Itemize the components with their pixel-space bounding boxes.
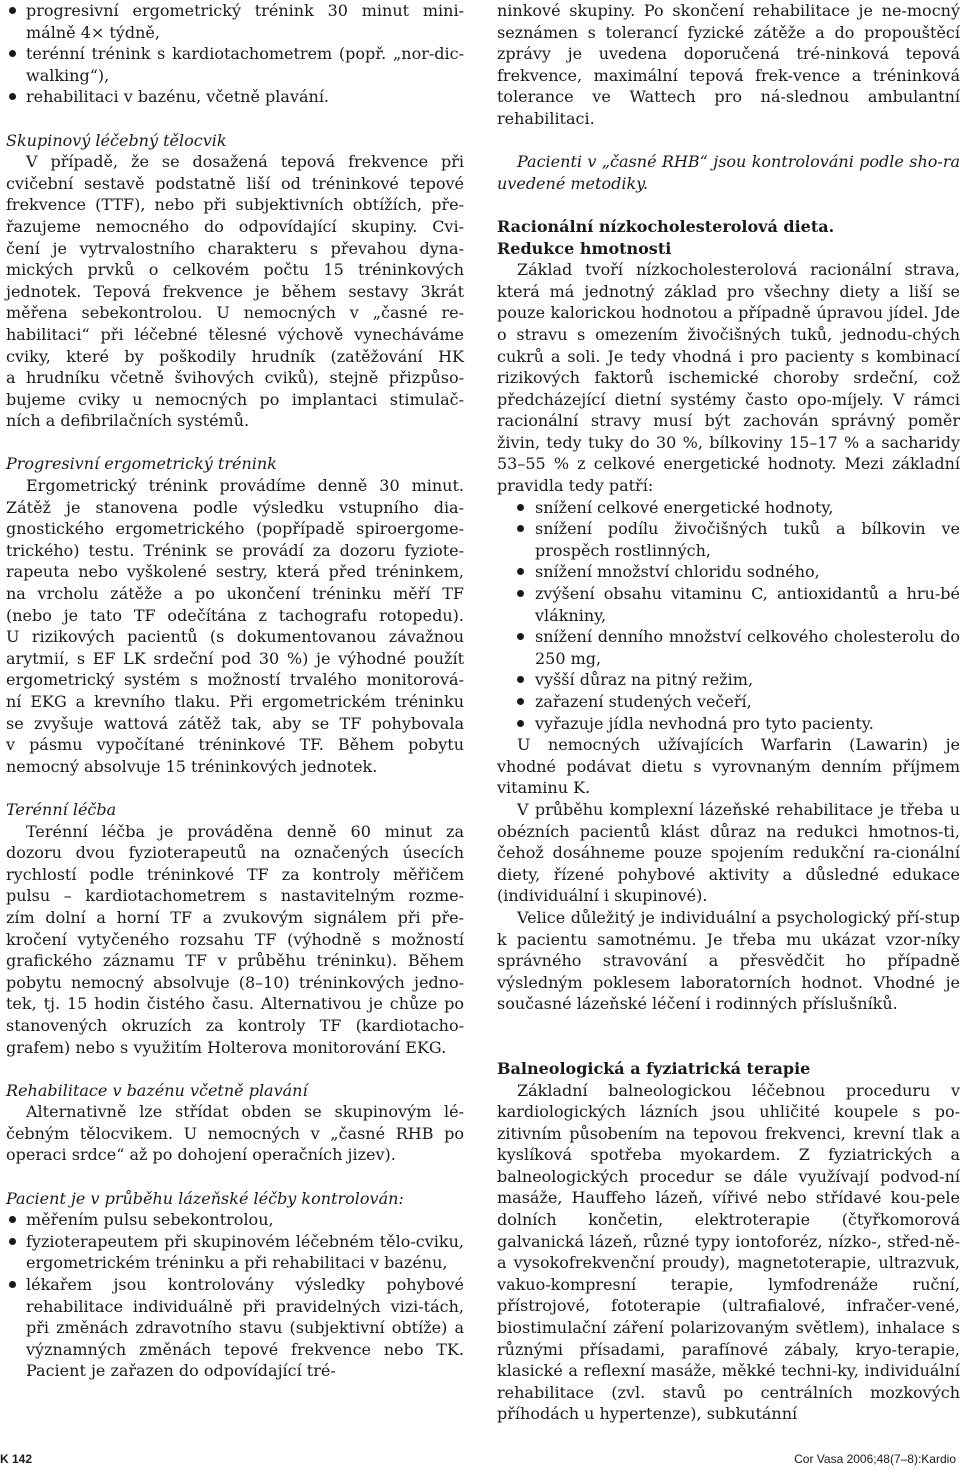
section-heading-hmotnost: Redukce hmotnosti (497, 238, 672, 258)
paragraph-terenni: Terénní léčba je prováděna denně 60 minut za dozoru dvou fyzioterapeutů na označených úsecích rychlostí podle tréninkové TF za kontroly měřičem pulsu – kardiotachometrem s nastavitelným rozme- zím dolní a horní TF a zvukovým signálem při pře- kročení vytyčeného rozsahu TF (výhodně s možností grafického záznamu TF v průběhu tréninku). Během pobytu nemocný absolvuje (8–10) tréninkových jedno- tek, tj. 15 hodin čistého času. Alternativou je chůze po stanovených okruzích za kontroly TF (kardiotacho- grafem) nebo s využitím Holterova monitorování EKG. (6, 821, 464, 1057)
list-item: vyšší důraz na pitný režim, (497, 669, 960, 691)
list-item: zařazení studených večeří, (497, 691, 960, 713)
section-heading-terenni: Terénní léčba (6, 799, 117, 819)
list-item: měřením pulsu sebekontrolou, (6, 1209, 464, 1231)
section-heading-ergometricky: Progresivní ergometrický trénink (6, 454, 277, 474)
page-number: K 142 (0, 1452, 33, 1466)
section-heading-bazen: Rehabilitace v bazénu včetně plavání (6, 1080, 308, 1100)
paragraph-bazen: Alternativně lze střídat obden se skupinovým lé- čebným tělocvikem. U nemocných v „časné RHB po operaci srdce“ až po dohojení operačních jizev). (6, 1102, 464, 1165)
journal-citation: Cor Vasa 2006;48(7–8):Kardio (794, 1452, 956, 1466)
paragraph-continuation: ninkové skupiny. Po skončení rehabilitace je ne-mocný seznámen s tolerancí fyzické zátěže a do propouštěcí zprávy je uvedena doporučená tré-ninková tepová frekvence, maximální tepová frek-vence a tréninková tolerance ve Wattech pro ná-slednou ambulantní rehabilitaci. (497, 1, 960, 128)
list-item: terénní trénink s kardiotachometrem (popř. „nor-dic-walking“), (6, 43, 464, 86)
list-item: lékařem jsou kontrolovány výsledky pohybové rehabilitace individuálně při pravidelných vizi-tách, při změnách zdravotního stavu (subjektivní obtíže) a významných změnách tepové frekvence nebo TK. Pacient je zařazen do odpovídající tré- (6, 1274, 464, 1382)
section-heading-kontrola: Pacient je v průběhu lázeňské léčby kontrolován: (6, 1188, 404, 1208)
list-item: progresivní ergometrický trénink 30 minut mini-málně 4× týdně, (6, 0, 464, 43)
section-heading-balneo: Balneologická a fyziatrická terapie (497, 1058, 811, 1078)
list-item: snížení denního množství celkového cholesterolu do 250 mg, (497, 626, 960, 669)
list-item: rehabilitaci v bazénu, včetně plavání. (6, 86, 464, 108)
left-column (6, 0, 464, 1382)
paragraph-ergometricky: Ergometrický trénink provádíme denně 30 minut. Zátěž je stanovena podle výsledku vstupního dia- gnostického ergometrického (popřípadě spiroergome- trického) testu. Trénink se provádí za dozoru fyziote- rapeuta nebo vyškolené sestry, která před tréninkem, na vrcholu zátěže a po ukončení tréninku měří TF (nebo je tato TF odečítána z tachografu rotopedu). U rizikových pacientů (s dokumentovanou závažnou arytmií, s EF LK srdeční pod 30 %) je výhodné použít ergometrický systém s možností trvalého monitorová- ní EKG a krevního tlaku. Při ergometrickém tréninku se zvyšuje wattová zátěž tak, aby se TF pohybovala v pásmu vypočítané tréninkové TF. Během pobytu nemocný absolvuje 15 tréninkových jednotek. (6, 476, 464, 776)
paragraph-early-rhb: Pacienti v „časné RHB“ jsou kontrolováni podle sho-ra uvedené metodiky. (497, 152, 960, 193)
paragraph-komplex: V průběhu komplexní lázeňské rehabilitace je třeba u obézních pacientů klást důraz na redukci hmotnos-ti, čehož dosáhneme pouze spojením redukční ra-cionální diety, řízené pohybové aktivity a důsledné edukace (individuální i skupinové). (497, 799, 960, 906)
paragraph-balneo: Základní balneologickou léčebnou proceduru v kardiologických lázních jsou uhličité koupele s po-zitivním působením na tepovou frekvenci, krevní tlak a kyslíková spotřeba myokardem. Z fyziatrických a balneologických procedur se dále využívají podvod-ní masáže, Hauffeho lázeň, vířivé nebo střídavé kou-pele dolních končetin, elektroterapie (čtyřkomorová galvanická lázeň, různé typy iontoforéz, nízko-, střed-ně- a vysokofrekvenční proudy), magnetoterapie, ultrazvuk, vakuo-kompresní terapie, lymfodrenáže ruční, přístrojové, fototerapie (ultrafialové, infračer-vené, biostimulační záření polarizovaným světlem), inhalace s různými přísadami, parafínové zábaly, kryo-terapie, klasické a reflexní masáže, měkké techni-ky, individuální rehabilitace (zvl. stavů po centrálních mozkových příhodách u hypertenze), subkutánní (497, 1080, 960, 1424)
list-item: snížení množství chloridu sodného, (497, 561, 960, 583)
paragraph-skupinovy: V případě, že se dosažená tepová frekvence při cvičební sestavě podstatně liší od tréninkové tepové frekvence (TTF), nebo při subjektivních obtížích, pře- řazujeme nemocného do odpovídající skupiny. Cvi- čení je vytrvalostního charakteru s převahou dyna- mických prvků o celkovém počtu 15 tréninkových jednotek. Tepová frekvence je během sestavy 3krát měřena sebekontrolou. U nemocných v „časné re- habilitaci“ při léčebné tělesné výchově vynecháváme cviky, které by poškodily hrudník (zatěžování HK a hrudníku včetně švihových cviků), stejně přizpůso- bujeme cviky u nemocných po implantaci stimulač- ních a defibrilačních systémů. (6, 152, 464, 431)
section-heading-dieta: Racionální nízkocholesterolová dieta. (497, 216, 835, 236)
paragraph-warfarin: U nemocných užívajících Warfarin (Lawarin) je vhodné podávat dietu s vyrovnaným denním příjmem vitaminu K. (497, 735, 960, 798)
list-item: vyřazuje jídla nevhodná pro tyto pacienty. (497, 713, 960, 735)
right-column (497, 0, 960, 1425)
training-list (6, 0, 464, 108)
paragraph-velice: Velice důležitý je individuální a psychologický pří-stup k pacientu samotnému. Je třeba mu ukázat vzor-níky správného stravování a přesvědčit ho případně výsledným poklesem laboratorních hodnot. Vhodné je současné lázeňské léčení i rodinných příslušníků. (497, 907, 960, 1014)
list-item: snížení celkové energetické hodnoty, (497, 497, 960, 519)
diet-rules-list (497, 497, 960, 735)
list-item: fyzioterapeutem při skupinovém léčebném tělo-cviku, ergometrickém tréninku a při rehabilitaci v bazénu, (6, 1231, 464, 1274)
paragraph-dieta: Základ tvoří nízkocholesterolová racionální strava, která má jednotný základ pro všechny diety a liší se pouze kalorickou hodnotou a případně úpravou jídel. Jde o stravu s omezením živočišných tuků, jednodu-chých cukrů a soli. Je tedy vhodná i pro pacienty s kombinací rizikových faktorů ischemické choroby srdeční, což předcházející dietní systémy často opo-míjely. V rámci racionální stravy musí být zachován správný poměr živin, tedy tuky do 30 %, bílkoviny 15–17 % a sacharidy 53–55 % z celkové energetické hodnoty. Mezi základní pravidla tedy patří: (497, 260, 960, 496)
section-heading-skupinovy: Skupinový léčebný tělocvik (6, 130, 227, 150)
list-item: zvýšení obsahu vitaminu C, antioxidantů a hru-bé vlákniny, (497, 583, 960, 626)
control-list (6, 1209, 464, 1382)
list-item: snížení podílu živočišných tuků a bílkovin ve prospěch rostlinných, (497, 518, 960, 561)
